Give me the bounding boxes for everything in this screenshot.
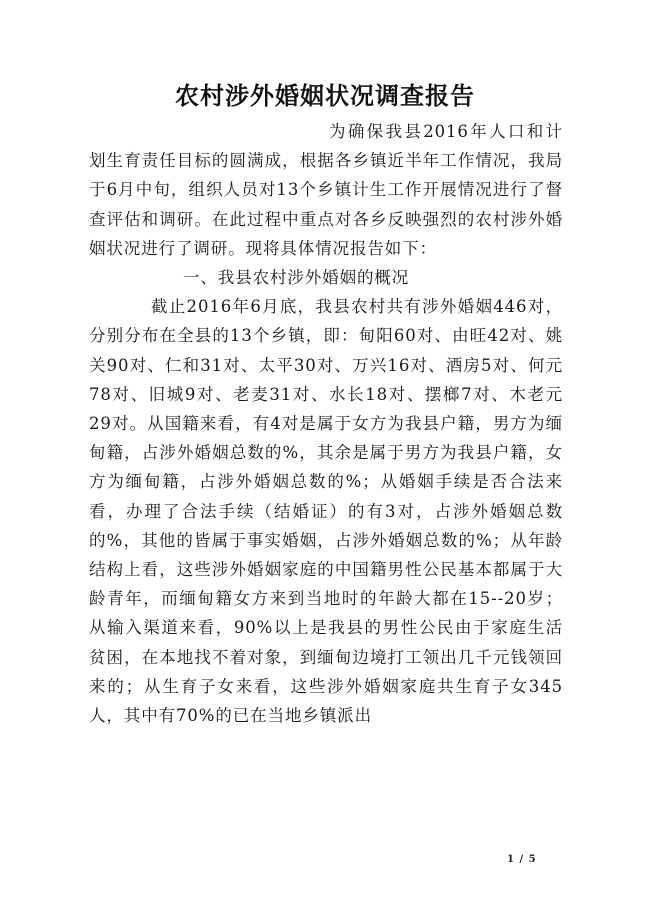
document-title: 农村涉外婚姻状况调查报告 bbox=[175, 81, 475, 110]
section-heading: 一、我县农村涉外婚姻的概况 bbox=[183, 268, 410, 288]
page-number: 1 / 5 bbox=[507, 854, 537, 865]
intro-paragraph: 为确保我县2016年人口和计划生育责任目标的圆满成，根据各乡镇近半年工作情况，我局于6月中旬，组织人员对13个乡镇计生工作开展情况进行了督查评估和调研。在此过程中重点对各乡反映强烈的农村涉外婚姻状况进行了调研。现将具体情况报告如下： bbox=[89, 122, 563, 258]
overview-paragraph: 截止2016年6月底，我县农村共有涉外婚姻446对，分别分布在全县的13个乡镇，即：甸阳60对、由旺42对、姚关90对、仁和31对、太平30对、万兴16对、酒房5对、何元78对、旧城9对、老麦31对、水长18对、摆榔7对、木老元29对。从国籍来看，有4对是属于女方为我县户籍，男方为缅甸籍，占涉外婚姻总数的%，其余是属于男方为我县户籍，女方为缅甸籍，占涉外婚姻总数的%；从婚姻手续是否合法来看，办理了合法手续（结婚证）的有3对，占涉外婚姻总数的%，其他的皆属于事实婚姻，占涉外婚姻总数的%；从年龄结构上看，这些涉外婚姻家庭的中国籍男性公民基本都属于大龄青年，而缅甸籍女方来到当地时的年龄大都在15--20岁；从输入渠道来看，90%以上是我县的男性公民由于家庭生活贫困，在本地找不着对象，到缅甸边境打工领出几千元钱领回来的；从生育子女来看，这些涉外婚姻家庭共生育子女345人，其中有70%的已在当地乡镇派出 bbox=[89, 297, 563, 726]
document-body bbox=[89, 117, 563, 730]
page-footer bbox=[0, 854, 650, 870]
